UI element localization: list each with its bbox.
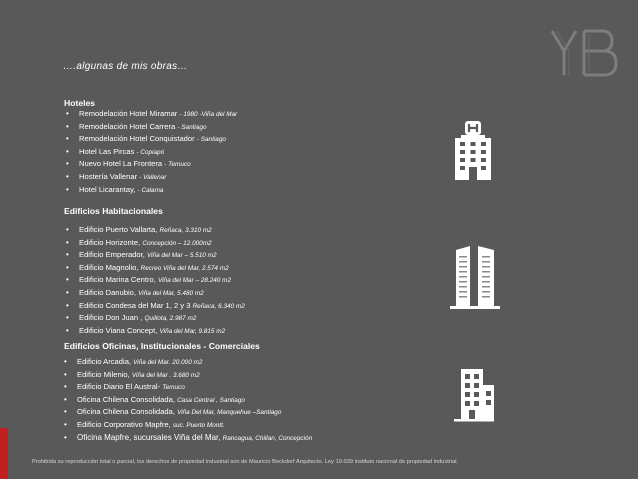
offices-list <box>64 356 312 444</box>
intro-text: ….algunas de mis obras… <box>63 61 188 72</box>
office-building-icon <box>452 368 496 422</box>
list-item: • Hostería Vallenar - Vallenar <box>66 171 237 184</box>
list-item: • Hotel Las Pircas - Copiapó <box>66 146 237 159</box>
list-item: • Remodelación Hotel Carrera - Santiago <box>66 121 237 134</box>
twin-towers-icon <box>448 244 502 310</box>
list-item: • Nuevo Hotel La Frontera - Temuco <box>66 158 237 171</box>
section-title-oficinas: Edificios Oficinas, Institucionales - Comerciales <box>64 341 260 351</box>
section-title-hoteles: Hoteles <box>64 98 96 108</box>
list-item: • Edificio Horizonte, Concepción – 12.000m2 <box>66 237 245 250</box>
list-item: • Edificio Viana Concept, Viña del Mar, 9.815 m2 <box>66 325 245 338</box>
accent-bar <box>0 428 8 479</box>
list-item: • Remodelación Hotel Miramar - 1980 -Viña del Mar <box>66 108 237 121</box>
list-item: • Oficina Mapfre, sucursales Viña del Mar, Rancagua, Chillan, Concepción <box>64 432 312 445</box>
list-item: • Edificio Diario El Austral- Temuco <box>64 381 312 394</box>
list-item: • Edificio Danubio, Viña del Mar, 5.480 m2 <box>66 287 245 300</box>
list-item: • Hotel Licarantay, - Calama <box>66 184 237 197</box>
list-item: • Oficina Chilena Consolidada, Viña Del Mar, Manquehue –Santiago <box>64 406 312 419</box>
list-item: • Edificio Don Juan , Quillota, 2.987 m2 <box>66 312 245 325</box>
residential-list <box>66 224 245 337</box>
list-item: • Edificio Corporativo Mapfre, suc. Puerto Montt. <box>64 419 312 432</box>
copyright-footer: Prohibida su reproducción total o parcial, los derechos de propiedad industrial son de Mauricio Beckdorf Arquitecto. Ley 19.039 instituto nacional de propiedad industrial. <box>32 459 459 465</box>
section-title-habitacionales: Edificios Habitacionales <box>64 206 163 216</box>
list-item: • Remodelación Hotel Conquistador - Santiago <box>66 133 237 146</box>
list-item: • Edificio Condesa del Mar 1, 2 y 3 Reñaca, 6.340 m2 <box>66 300 245 313</box>
list-item: • Edificio Milenio, Viña del Mar . 3.680 m2 <box>64 369 312 382</box>
list-item: • Oficina Chilena Consolidada, Casa Central , Santiago <box>64 394 312 407</box>
hotel-building-icon <box>452 120 494 182</box>
list-item: • Edificio Marina Centro, Viña del Mar – 28.240 m2 <box>66 274 245 287</box>
list-item: • Edificio Magnolio, Recreo Viña del Mar, 2.574 m2 <box>66 262 245 275</box>
yb-logo <box>548 29 620 77</box>
list-item: • Edificio Arcadia, Viña del Mar. 20.000 m2 <box>64 356 312 369</box>
list-item: • Edificio Emperador, Viña del Mar – 5.510 m2 <box>66 249 245 262</box>
hotels-list <box>66 108 237 196</box>
list-item: • Edificio Puerto Vallarta, Reñaca, 3.310 m2 <box>66 224 245 237</box>
